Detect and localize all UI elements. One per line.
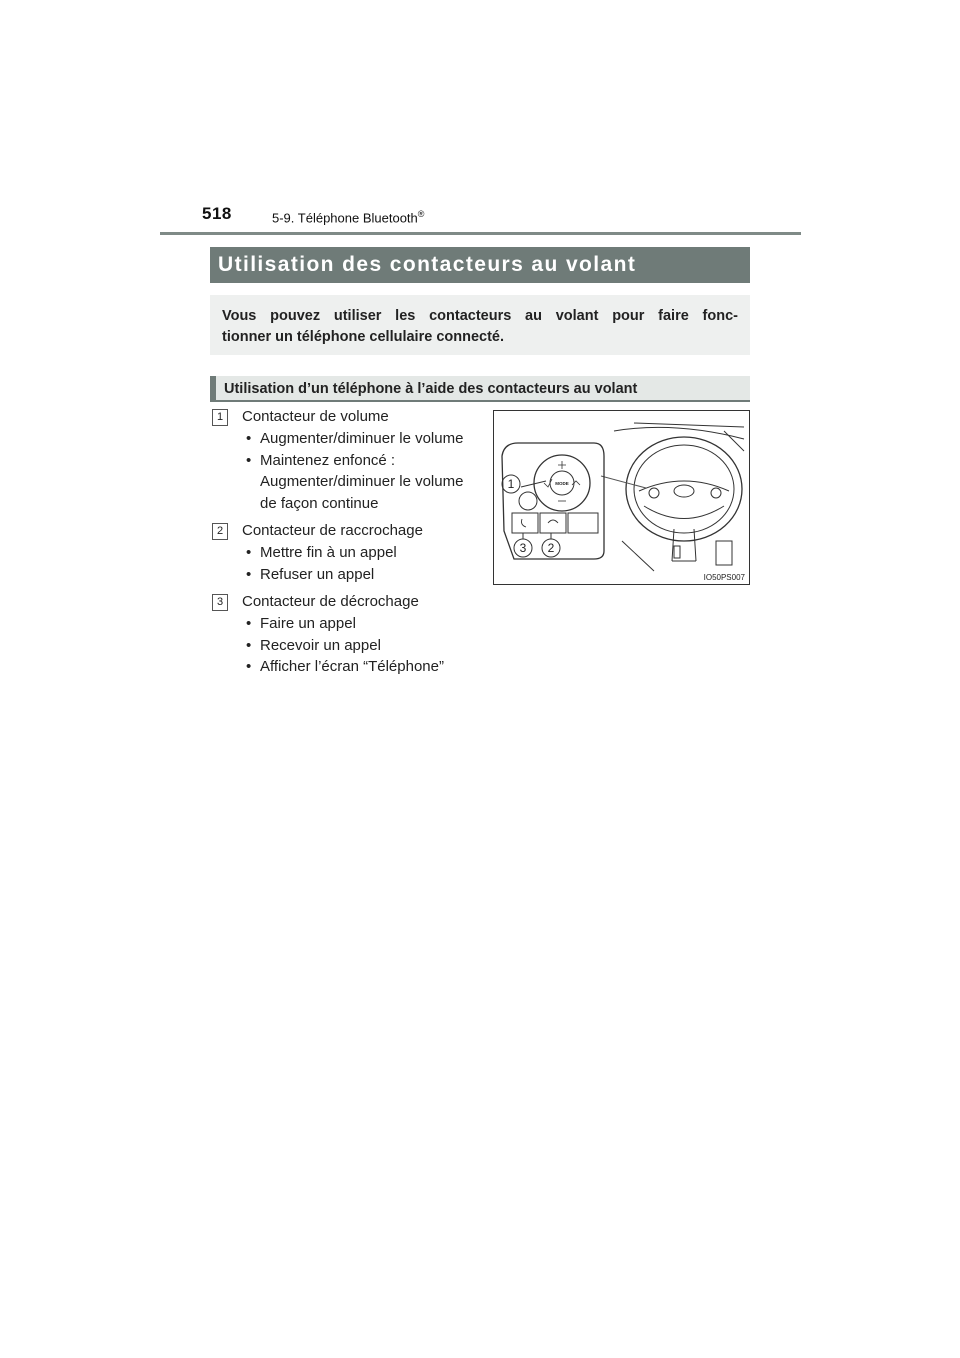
mode-label: MODE	[555, 481, 569, 486]
item-pickup-switch	[212, 591, 492, 678]
callout-label: 1	[507, 477, 515, 491]
hangup-switch-button	[540, 513, 566, 533]
pickup-switch-button	[512, 513, 538, 533]
page-number: 518	[202, 204, 232, 223]
left-switch-pad-icon	[649, 488, 659, 498]
bullet-continuation-text: Augmenter/diminuer le volume	[260, 473, 464, 490]
bullet-continuation-text: de façon continue	[260, 494, 379, 512]
bullet-item: • Mettre fin à un appel	[260, 542, 492, 564]
bullet-item: • Afficher l’écran “Téléphone”	[260, 656, 492, 678]
steering-switch-illustration	[493, 410, 750, 585]
item-title: Contacteur de volume	[242, 408, 389, 425]
bullet-list	[212, 542, 492, 585]
header-rule	[160, 232, 801, 235]
volume-up-icon	[558, 461, 566, 469]
item-title: Contacteur de raccrochage	[242, 522, 423, 539]
bullet-list	[212, 428, 492, 514]
section-text: 5-9. Téléphone Bluetooth	[272, 210, 418, 226]
up-arrow-icon	[572, 481, 580, 485]
intro-line-1: Vous pouvez utiliser les contacteurs au volant pour faire fonc-	[222, 308, 738, 324]
callout-label: 3	[519, 541, 527, 555]
illustration-code: IO50PS007	[703, 573, 745, 582]
subheading: Utilisation d’un téléphone à l’aide des contacteurs au volant	[210, 376, 750, 402]
steering-wheel-drawing	[494, 411, 750, 585]
intro-line-2: tionner un téléphone cellulaire connecté.	[222, 329, 504, 345]
item-hangup-switch	[212, 520, 492, 585]
intro-box	[210, 295, 750, 355]
bullet-item: • Refuser un appel	[260, 564, 492, 586]
callout-label: 2	[547, 541, 555, 555]
phone-hangup-icon	[548, 520, 558, 523]
item-volume-switch	[212, 406, 492, 514]
phone-pickup-icon	[522, 519, 527, 527]
registered-mark: ®	[417, 209, 425, 219]
item-list	[212, 406, 492, 684]
bullet-continuation	[260, 493, 492, 515]
section-label	[272, 209, 424, 225]
page-title: Utilisation des contacteurs au volant	[210, 247, 750, 283]
bullet-list	[212, 613, 492, 678]
item-number: 3	[212, 594, 228, 611]
bullet-continuation	[260, 471, 492, 493]
item-number: 1	[212, 409, 228, 426]
bullet-item: • Maintenez enfoncé :	[260, 450, 492, 472]
item-title: Contacteur de décrochage	[242, 593, 419, 610]
emblem-icon	[674, 485, 694, 497]
bullet-item: • Recevoir un appel	[260, 635, 492, 657]
bullet-item: • Augmenter/diminuer le volume	[260, 428, 492, 450]
bullet-item: • Faire un appel	[260, 613, 492, 635]
item-number: 2	[212, 523, 228, 540]
right-switch-pad-icon	[711, 488, 721, 498]
